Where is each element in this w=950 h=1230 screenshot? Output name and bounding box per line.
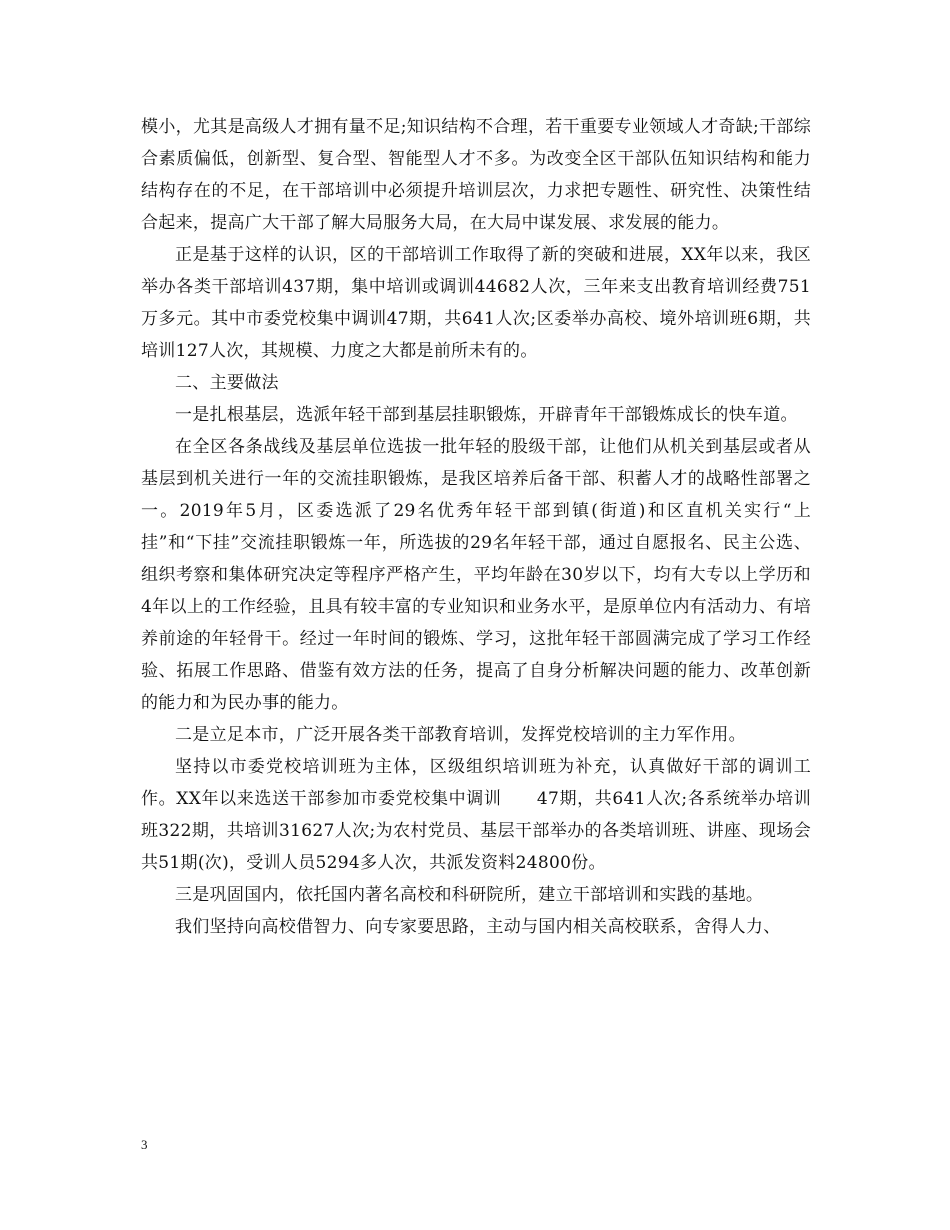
paragraph: 我们坚持向高校借智力、向专家要思路，主动与国内相关高校联系，舍得人力、	[175, 917, 781, 937]
paragraph: 坚持以市委党校培训班为主体，区级组织培训班为补充，认真做好干部的调训工作。XX年以来选送干部参加市委党校集中调训 47期，共641人次;各系统举办培训班322期，共培训31627人次;为农村党员、基层干部举办的各类培训班、讲座、现场会共51期(次)，受训人员5294多人次，共派发资料24800份。	[141, 757, 811, 873]
paragraph: 模小，尤其是高级人才拥有量不足;知识结构不合理，若干重要专业领域人才奇缺;干部综合素质偏低，创新型、复合型、智能型人才不多。为改变全区干部队伍知识结构和能力结构存在的不足，在干部培训中必须提升培训层次，力求把专题性、研究性、决策性结合起来，提高广大干部了解大局服务大局，在大局中谋发展、求发展的能力。	[141, 117, 811, 233]
page-number: 3	[141, 1137, 148, 1152]
section-heading: 二、主要做法	[175, 373, 279, 393]
paragraph: 一是扎根基层，选派年轻干部到基层挂职锻炼，开辟青年干部锻炼成长的快车道。	[175, 405, 798, 425]
paragraph: 三是巩固国内，依托国内著名高校和科研院所，建立干部培训和实践的基地。	[175, 885, 764, 905]
document-body	[141, 111, 811, 943]
paragraph: 在全区各条战线及基层单位选拔一批年轻的股级干部，让他们从机关到基层或者从基层到机关进行一年的交流挂职锻炼，是我区培养后备干部、积蓄人才的战略性部署之一。2019年5月，区委选派了29名优秀年轻干部到镇(街道)和区直机关实行“上挂”和“下挂”交流挂职锻炼一年，所选拔的29名年轻干部，通过自愿报名、民主公选、组织考察和集体研究决定等程序严格产生，平均年龄在30岁以下，均有大专以上学历和4年以上的工作经验，且具有较丰富的专业知识和业务水平，是原单位内有活动力、有培养前途的年轻骨干。经过一年时间的锻炼、学习，这批年轻干部圆满完成了学习工作经验、拓展工作思路、借鉴有效方法的任务，提高了自身分析解决问题的能力、改革创新的能力和为民办事的能力。	[141, 437, 811, 713]
paragraph: 正是基于这样的认识，区的干部培训工作取得了新的突破和进展，XX年以来，我区举办各类干部培训437期，集中培训或调训44682人次，三年来支出教育培训经费751万多元。其中市委党校集中调训47期，共641人次;区委举办高校、境外培训班6期，共培训127人次，其规模、力度之大都是前所未有的。	[141, 245, 811, 361]
paragraph: 二是立足本市，广泛开展各类干部教育培训，发挥党校培训的主力军作用。	[175, 725, 746, 745]
